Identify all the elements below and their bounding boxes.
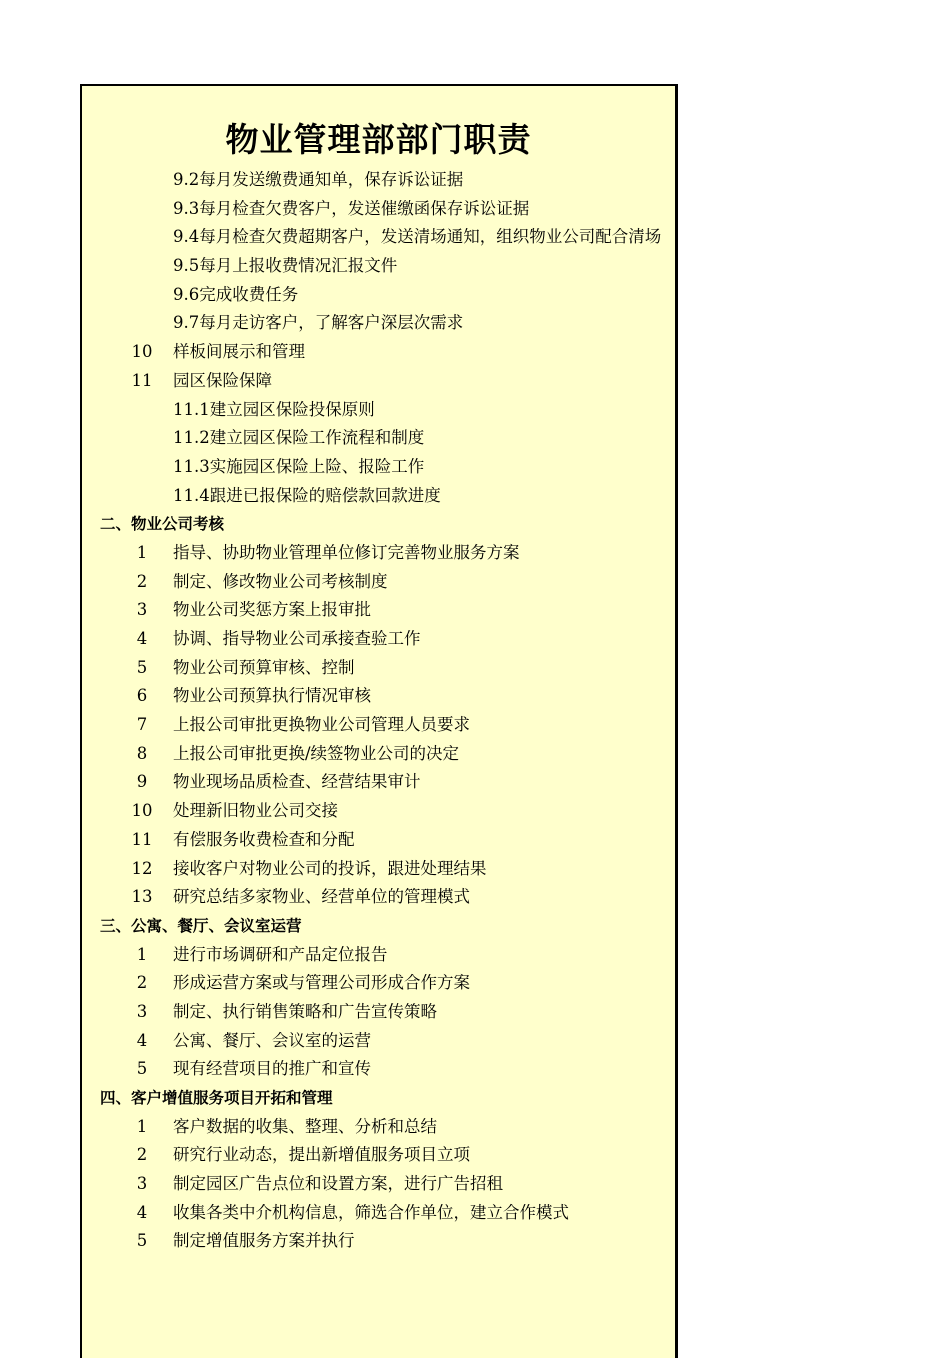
item-number: 10: [131, 801, 153, 821]
item-text: 制定增值服务方案并执行: [173, 1231, 355, 1251]
item-number: 9: [136, 772, 148, 792]
item-text: 二、物业公司考核: [100, 515, 225, 534]
item-text: 制定、执行销售策略和广告宣传策略: [173, 1001, 437, 1021]
duty-subitem: [82, 223, 675, 252]
item-text: 物业公司预算审核、控制: [173, 657, 355, 677]
item-number: 4: [136, 1202, 148, 1222]
duty-item: [82, 1141, 675, 1170]
duty-subitem: [82, 166, 675, 195]
item-text: 制定园区广告点位和设置方案，进行广告招租: [173, 1174, 503, 1194]
item-number: 3: [136, 600, 148, 620]
item-number: 10: [131, 342, 153, 362]
item-number: 1: [136, 542, 148, 562]
section-heading: [82, 510, 675, 539]
item-text: 11.4跟进已报保险的赔偿款回款进度: [173, 485, 441, 505]
item-text: 11.3实施园区保险上险、报险工作: [173, 456, 425, 476]
item-number: 7: [136, 715, 148, 735]
item-text: 接收客户对物业公司的投诉，跟进处理结果: [173, 858, 487, 878]
duty-item: [82, 883, 675, 912]
item-number: 1: [136, 944, 148, 964]
duty-item: [82, 740, 675, 769]
item-number: 6: [136, 686, 148, 706]
duty-item: [82, 654, 675, 683]
duty-subitem: [82, 281, 675, 310]
item-text: 处理新旧物业公司交接: [173, 801, 338, 821]
item-text: 指导、协助物业管理单位修订完善物业服务方案: [173, 542, 520, 562]
duty-subitem: [82, 252, 675, 281]
item-text: 9.3每月检查欠费客户，发送催缴函保存诉讼证据: [173, 198, 530, 218]
item-text: 制定、修改物业公司考核制度: [173, 571, 388, 591]
section-heading: [82, 912, 675, 941]
item-number: 13: [131, 887, 153, 907]
item-number: 2: [136, 1145, 148, 1165]
item-text: 协调、指导物业公司承接查验工作: [173, 629, 421, 648]
section-heading: [82, 1084, 675, 1113]
document-page: [80, 84, 678, 1358]
item-text: 11.2建立园区保险工作流程和制度: [173, 428, 425, 448]
duty-list: [82, 166, 675, 1256]
item-number: 5: [136, 1231, 148, 1251]
item-text: 9.7每月走访客户，了解客户深层次需求: [173, 313, 464, 333]
item-text: 现有经营项目的推广和宣传: [173, 1059, 371, 1079]
duty-item: [82, 797, 675, 826]
item-text: 研究行业动态，提出新增值服务项目立项: [173, 1145, 470, 1165]
item-number: 5: [136, 1059, 148, 1079]
page-title: 物业管理部部门职责: [225, 120, 532, 159]
duty-item: [82, 1027, 675, 1056]
item-text: 11.1建立园区保险投保原则: [173, 399, 375, 419]
duty-item: [82, 826, 675, 855]
duty-item: [82, 1170, 675, 1199]
duty-item: [82, 969, 675, 998]
item-number: 11: [131, 829, 153, 849]
item-number: 2: [136, 571, 148, 591]
duty-item: [82, 998, 675, 1027]
duty-item: [82, 625, 675, 654]
duty-subitem: [82, 482, 675, 511]
item-text: 物业公司预算执行情况审核: [173, 686, 371, 706]
item-text: 上报公司审批更换物业公司管理人员要求: [173, 715, 470, 735]
duty-item: [82, 596, 675, 625]
duty-item: [82, 1113, 675, 1142]
item-text: 样板间展示和管理: [173, 342, 305, 362]
duty-item: [82, 539, 675, 568]
item-text: 客户数据的收集、整理、分析和总结: [173, 1116, 437, 1136]
item-number: 3: [136, 1174, 148, 1194]
duty-item: [82, 768, 675, 797]
duty-item: [82, 568, 675, 597]
duty-item: [82, 367, 675, 396]
item-text: 三、公寓、餐厅、会议室运营: [100, 916, 302, 935]
duty-item: [82, 682, 675, 711]
duty-subitem: [82, 396, 675, 425]
item-text: 9.4每月检查欠费超期客户，发送清场通知，组织物业公司配合清场: [173, 227, 662, 247]
duty-item: [82, 855, 675, 884]
item-number: 5: [136, 657, 148, 677]
duty-item: [82, 711, 675, 740]
item-number: 11: [131, 370, 153, 390]
item-number: 4: [136, 1030, 148, 1050]
item-text: 研究总结多家物业、经营单位的管理模式: [173, 887, 470, 907]
item-text: 9.5每月上报收费情况汇报文件: [173, 256, 398, 276]
item-number: 8: [136, 743, 148, 763]
item-text: 收集各类中介机构信息，筛选合作单位，建立合作模式: [173, 1202, 569, 1222]
item-text: 公寓、餐厅、会议室的运营: [173, 1030, 371, 1050]
item-text: 有偿服务收费检查和分配: [173, 829, 355, 849]
item-text: 四、客户增值服务项目开拓和管理: [100, 1089, 333, 1107]
item-text: 9.2每月发送缴费通知单，保存诉讼证据: [173, 170, 464, 189]
item-number: 12: [131, 858, 153, 878]
item-number: 1: [136, 1116, 148, 1136]
duty-item: [82, 1227, 675, 1256]
item-number: 2: [136, 973, 148, 993]
item-text: 园区保险保障: [173, 370, 272, 390]
item-text: 进行市场调研和产品定位报告: [173, 944, 388, 964]
item-text: 形成运营方案或与管理公司形成合作方案: [173, 973, 470, 993]
duty-subitem: [82, 195, 675, 224]
duty-subitem: [82, 309, 675, 338]
duty-subitem: [82, 453, 675, 482]
duty-item: [82, 1199, 675, 1228]
duty-item: [82, 338, 675, 367]
item-number: 3: [136, 1001, 148, 1021]
duty-subitem: [82, 424, 675, 453]
item-text: 上报公司审批更换/续签物业公司的决定: [173, 743, 460, 763]
item-text: 物业现场品质检查、经营结果审计: [173, 772, 421, 792]
item-number: 4: [136, 629, 148, 648]
duty-item: [82, 941, 675, 970]
duty-item: [82, 1055, 675, 1084]
item-text: 物业公司奖惩方案上报审批: [173, 600, 371, 620]
item-text: 9.6完成收费任务: [173, 284, 299, 304]
